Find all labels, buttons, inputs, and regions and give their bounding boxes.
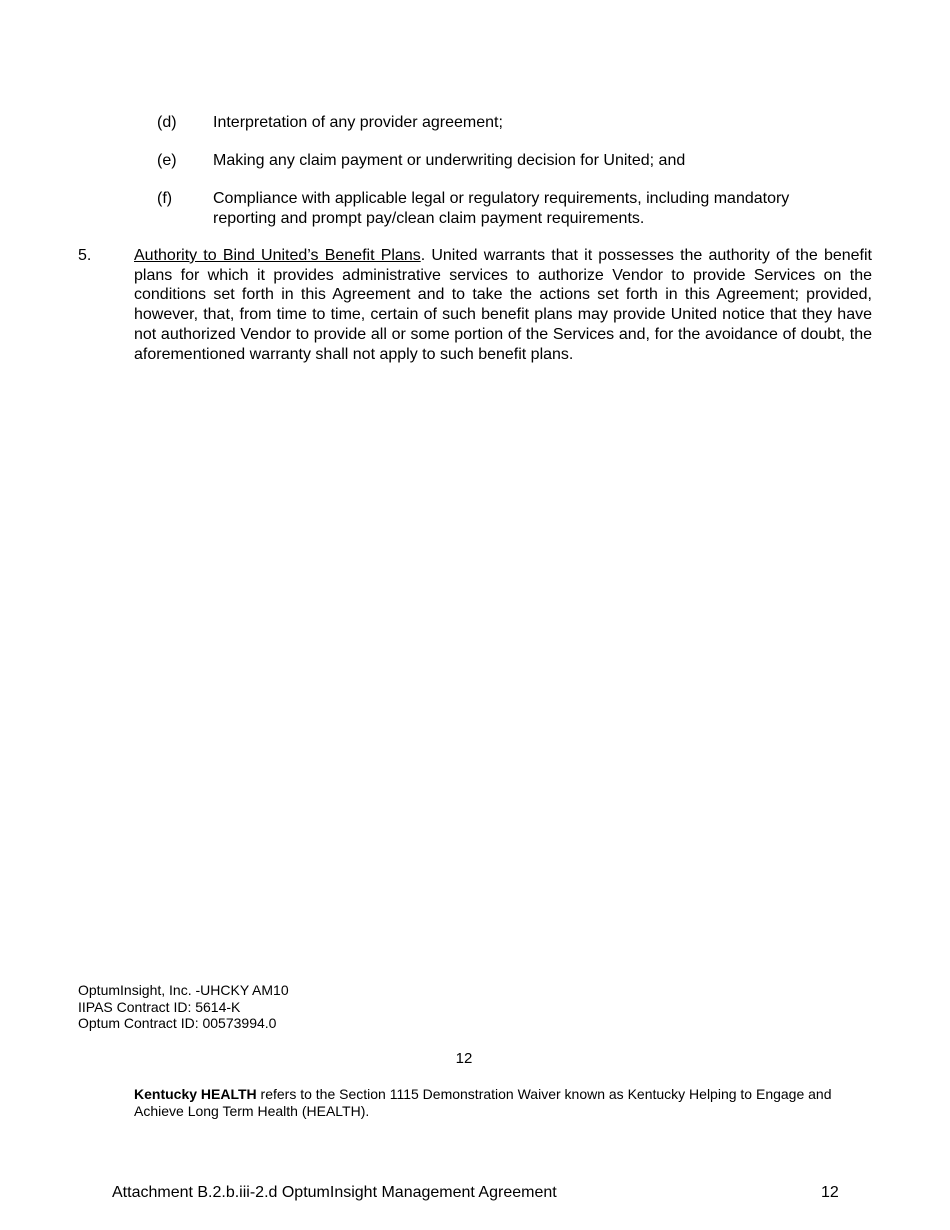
- list-item-text: Compliance with applicable legal or regulatory requirements, including mandatory reporting and prompt pay/clean claim payment requirements.: [213, 190, 790, 227]
- section-number: 5.: [78, 247, 92, 264]
- document-title: Attachment B.2.b.iii-2.d OptumInsight Management Agreement: [112, 1184, 557, 1201]
- section-heading: Authority to Bind United’s Benefit Plans: [134, 247, 421, 264]
- list-item-label: (d): [157, 114, 177, 131]
- list-item-label: (e): [157, 152, 177, 169]
- contract-line-3: Optum Contract ID: 00573994.0: [78, 1015, 277, 1031]
- contract-line-2: IIPAS Contract ID: 5614-K: [78, 998, 241, 1015]
- list-item-text: Interpretation of any provider agreement;: [213, 114, 503, 131]
- bottom-page-number: 12: [821, 1184, 839, 1201]
- contract-ids: [78, 982, 289, 1032]
- footnote-term: Kentucky HEALTH: [134, 1086, 257, 1102]
- contract-line-1: OptumInsight, Inc. -UHCKY AM10: [78, 982, 289, 998]
- list-item-text: Making any claim payment or underwriting decision for United; and: [213, 152, 686, 169]
- page-number: 12: [455, 1050, 473, 1067]
- list-item-label: (f): [157, 190, 173, 207]
- section-text: . United warrants that it possesses the authority of the benefit plans for which it provides administrative services to authorize Vendor to provide Services on the conditions set forth in this Agreement and to take the actions set forth in this Agreement; provided, however, that, from time to time, certain of such benefit plans may provide United notice that they have not authorized Vendor to provide all or some portion of the Services and, for the avoidance of doubt, the aforementioned warranty shall not apply to such benefit plans.: [134, 247, 872, 363]
- footnote: [134, 1086, 854, 1120]
- section-body: [134, 246, 872, 364]
- footnote-text: refers to the Section 1115 Demonstration Waiver known as Kentucky Helping to Engage and Achieve Long Term Health (HEALTH).: [134, 1086, 832, 1119]
